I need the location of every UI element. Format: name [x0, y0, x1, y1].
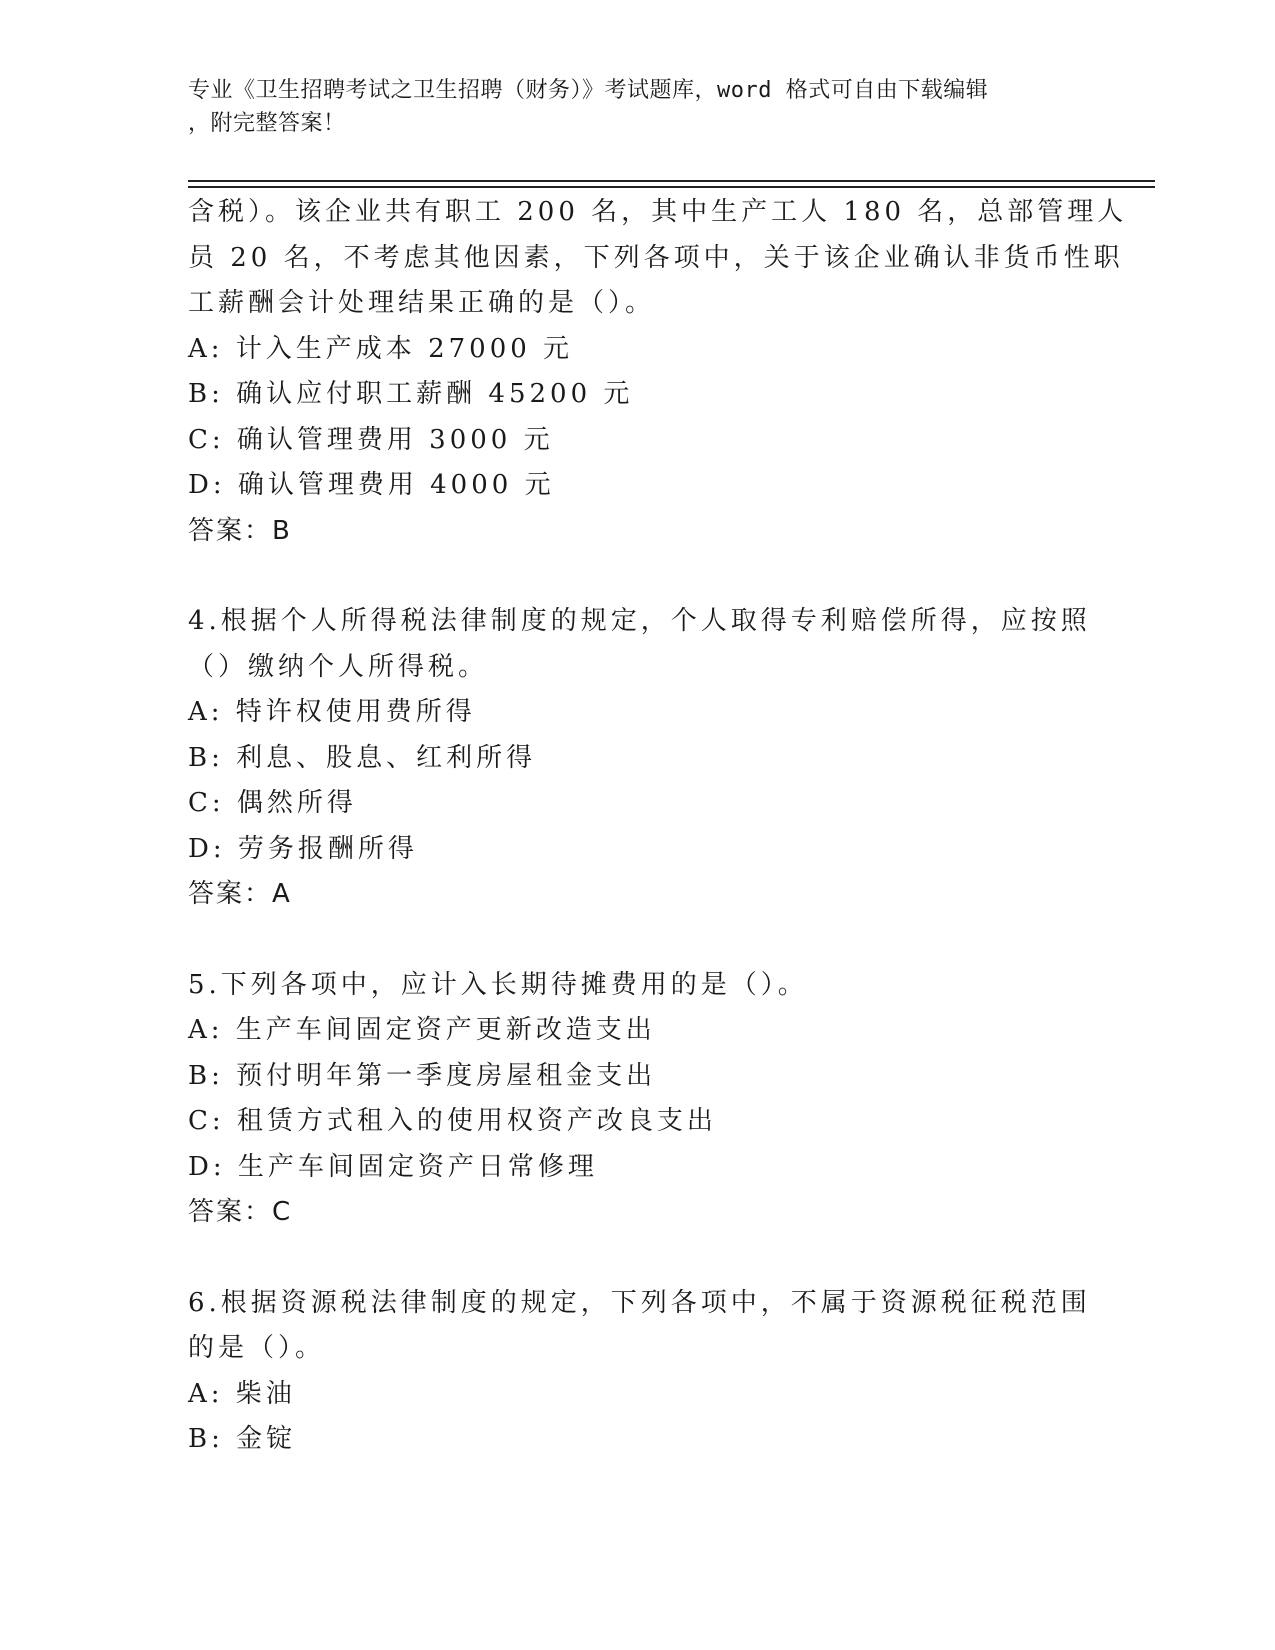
header-divider-top	[188, 180, 1155, 182]
question-3	[188, 190, 1128, 554]
question-stem-line: 4.根据个人所得税法律制度的规定，个人取得专利赔偿所得，应按照	[188, 606, 1091, 636]
question-stem-line: 6.根据资源税法律制度的规定，下列各项中，不属于资源税征税范围	[188, 1287, 1091, 1318]
option-a: A: 生产车间固定资产更新改造支出	[188, 1015, 656, 1045]
question-stem-line: （）缴纳个人所得税。	[188, 651, 489, 682]
option-c: C: 偶然所得	[188, 788, 357, 818]
question-stem-line: 5.下列各项中，应计入长期待摊费用的是（）。	[188, 969, 808, 1000]
answer: 答案：B	[188, 515, 292, 546]
answer: 答案：A	[188, 879, 292, 909]
question-6	[188, 1281, 1091, 1463]
option-a: A: 计入生产成本 27000 元	[188, 333, 574, 364]
question-stem-line: 的是（）。	[188, 1333, 326, 1363]
option-c: C: 确认管理费用 3000 元	[188, 424, 554, 455]
option-b: B: 利息、股息、红利所得	[188, 742, 537, 773]
question-stem-line: 工薪酬会计处理结果正确的是（）。	[188, 288, 656, 318]
question-5	[188, 963, 1088, 1236]
option-a: A: 柴油	[188, 1378, 296, 1409]
option-b: B: 确认应付职工薪酬 45200 元	[188, 379, 634, 409]
header-line-2: ，附完整答案！	[188, 111, 346, 136]
option-b: B: 金锭	[188, 1424, 297, 1454]
document-body	[188, 190, 1128, 1463]
question-stem-line: 含税）。该企业共有职工 200 名，其中生产工人 180 名，总部管理人	[188, 197, 1128, 227]
option-c: C: 租赁方式租入的使用权资产改良支出	[188, 1106, 717, 1136]
option-d: D: 生产车间固定资产日常修理	[188, 1151, 598, 1182]
option-d: D: 劳务报酬所得	[188, 833, 418, 864]
option-b: B: 预付明年第一季度房屋租金支出	[188, 1060, 657, 1091]
answer: 答案：C	[188, 1197, 293, 1227]
option-a: A: 特许权使用费所得	[188, 697, 476, 727]
question-4	[188, 599, 1091, 918]
header-line-1: 专业《卫生招聘考试之卫生招聘（财务）》考试题库，word 格式可自由下载编辑	[188, 78, 989, 103]
option-d: D: 确认管理费用 4000 元	[188, 470, 555, 500]
document-header	[188, 74, 1088, 140]
question-stem-line: 员 20 名，不考虑其他因素，下列各项中，关于该企业确认非货币性职	[188, 242, 1124, 273]
header-divider-bottom	[188, 186, 1155, 188]
